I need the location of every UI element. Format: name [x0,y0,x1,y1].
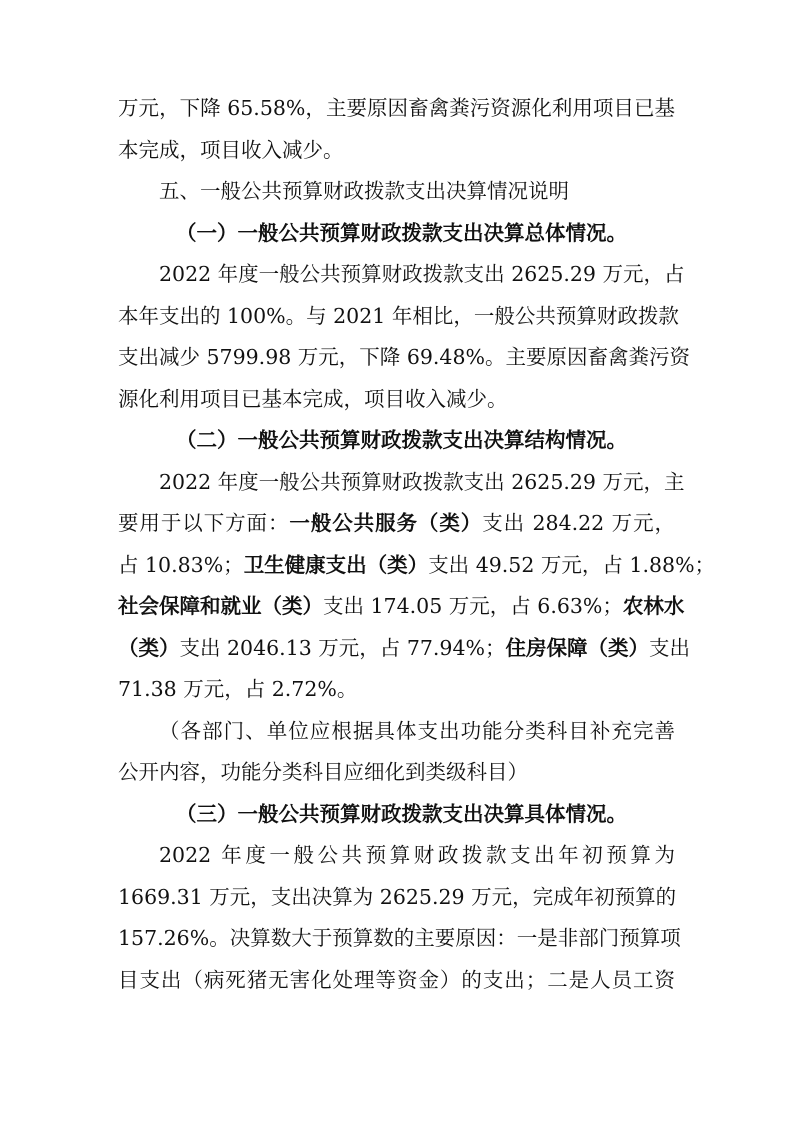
paragraph-line: 源化利用项目已基本完成，项目收入减少。 [118,386,508,411]
category-label: 农林水 [622,594,685,618]
paragraph-line: 71.38 万元，占 2.72%。 [118,677,358,701]
paragraph-line: 万元，下降 65.58%，主要原因畜禽粪污资源化利用项目已基 [118,96,675,120]
category-label: 住房保障（类） [505,635,649,660]
category-label: 一般公共服务（类） [289,511,483,535]
paragraph-line: 1669.31 万元，支出决算为 2625.29 万元，完成年初预算的 [118,884,677,909]
text-span: 支出 [649,635,690,660]
paragraph-line [118,586,685,628]
subsection-heading: （三）一般公共预算财政拨款支出决算具体情况。 [176,801,627,826]
subsection-heading: （二）一般公共预算财政拨款支出决算结构情况。 [176,428,627,452]
paragraph-line: 157.26%。决算数大于预算数的主要原因：一是非部门预算项 [118,926,681,950]
category-label: 社会保障和就业（类） [118,594,323,618]
category-label: （类） [118,635,180,660]
section-heading: 五、一般公共预算财政拨款支出决算情况说明 [159,179,569,203]
document-page [118,88,716,1001]
note-line: 公开内容，功能分类科目应细化到类级科目） [118,760,528,784]
paragraph-line: 目支出（病死猪无害化处理等资金）的支出；二是人员工资 [118,967,675,992]
note-line: （各部门、单位应根据具体支出功能分类科目补充完善 [159,718,675,743]
paragraph-line: 支出减少 5799.98 万元，下降 69.48%。主要原因畜禽粪污资 [118,345,690,369]
paragraph-line: 本完成，项目收入减少。 [118,137,344,162]
paragraph-line [118,503,675,545]
paragraph-line: 2022 年度一般公共预算财政拨款支出年初预算为 [159,843,675,867]
text-span: 占 10.83%； [118,552,244,577]
text-span: 要用于以下方面： [118,511,290,535]
subsection-heading: （一）一般公共预算财政拨款支出决算总体情况。 [176,220,627,245]
paragraph-line: 2022 年度一般公共预算财政拨款支出 2625.29 万元，占 [159,262,685,286]
text-span: 支出 49.52 万元，占 1.88%； [428,552,716,577]
paragraph-line: 本年支出的 100%。与 2021 年相比，一般公共预算财政拨款 [118,303,679,328]
text-span: 支出 284.22 万元， [482,511,676,535]
text-span: 支出 174.05 万元，占 6.63%； [323,594,623,618]
category-label: 卫生健康支出（类） [243,552,429,577]
paragraph-line [118,628,690,670]
paragraph-line [118,545,716,587]
paragraph-line: 2022 年度一般公共预算财政拨款支出 2625.29 万元，主 [159,469,685,494]
text-span: 支出 2046.13 万元，占 77.94%； [179,635,506,660]
